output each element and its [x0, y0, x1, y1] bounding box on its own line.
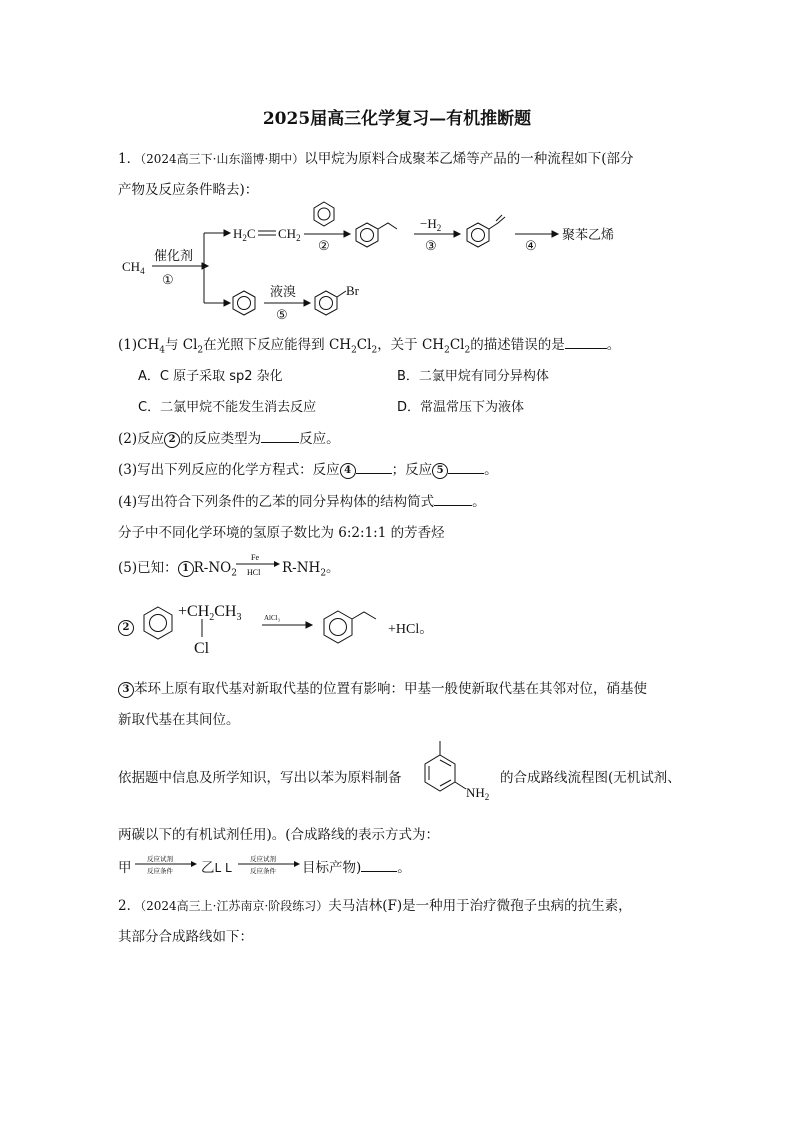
- task-line2: 两碳以下的有机试剂任用)。(合成路线的表示方式为：: [118, 827, 440, 843]
- svg-text:HCl: HCl: [247, 568, 261, 577]
- answer-blank[interactable]: [434, 493, 472, 506]
- svg-text:反应条件: 反应条件: [250, 868, 276, 875]
- catalyst-label: 催化剂: [154, 248, 194, 263]
- svg-text:Cl: Cl: [194, 640, 210, 657]
- known-3: 3 苯环上原有取代基对新取代基的位置有影响：甲基一般使新取代基在其邻对位，硝基使: [118, 677, 647, 698]
- svg-text:反应试剂: 反应试剂: [147, 856, 173, 863]
- route-arrow-2: [236, 852, 302, 876]
- fe-hcl-arrow: [234, 550, 282, 578]
- route-target: 目标产物) 。: [302, 860, 411, 876]
- target-m-toluidine: [418, 737, 498, 803]
- synthesis-scheme: [112, 195, 632, 330]
- svg-text:Fe: Fe: [251, 553, 259, 562]
- route-start: 甲: [118, 860, 132, 876]
- ch4-label: $CH_4$: [122, 259, 145, 276]
- answer-blank[interactable]: [356, 461, 392, 474]
- answer-blank[interactable]: [261, 430, 299, 443]
- option-d: D．常温常压下为液体: [397, 400, 525, 415]
- svg-text:反应试剂: 反应试剂: [250, 856, 276, 863]
- part-4: (4)写出符合下列条件的乙苯的同分异构体的结构简式 。: [118, 494, 486, 510]
- svg-text:+CH2CH3: $+CH_2CH_3$: [178, 603, 242, 623]
- step-5-label: ⑤: [276, 307, 288, 322]
- svg-text:反应条件: 反应条件: [147, 868, 173, 875]
- ethylene-ch2-label: $CH_2$: [278, 226, 301, 243]
- step-4-label: ④: [525, 238, 537, 253]
- part-5-known-1: (5)已知： 1 $R-NO_2$: [118, 560, 237, 579]
- question-1-stem: 1．（2024高三下·山东淄博·期中）以甲烷为原料合成聚苯乙烯等产品的一种流程如下(部分: [118, 151, 634, 167]
- dehydrogenation-label: $-H_2$: [420, 216, 442, 233]
- answer-blank[interactable]: [448, 461, 484, 474]
- part-2: (2)反应 2 的反应类型为 反应。: [118, 431, 340, 447]
- question-2-stem: 2．（2024高三上·江苏南京·阶段练习）夫马洁林(F)是一种用于治疗微孢子虫病的抗生素，: [118, 898, 632, 914]
- friedel-crafts-reaction: [138, 595, 438, 659]
- known-2-marker: 2: [118, 619, 134, 636]
- part-1: $(1)CH_4$与 $Cl_2$在光照下反应能得到 $CH_2Cl_2$，关于 $CH_2Cl_2$的描述错误的是 。: [118, 337, 621, 356]
- task-line1-a: 依据题中信息及所学知识，写出以苯为原料制备: [118, 770, 402, 786]
- answer-blank[interactable]: [361, 859, 397, 872]
- bromine-label: Br: [346, 283, 359, 298]
- svg-text:NH2: $NH_2$: [466, 785, 490, 802]
- route-arrow-1: [133, 852, 199, 876]
- answer-blank[interactable]: [565, 336, 607, 349]
- step-1-label: ①: [162, 272, 174, 287]
- polystyrene-label: 聚苯乙烯: [562, 227, 615, 242]
- part-5-product: $R-NH_2$。: [282, 560, 340, 579]
- part-4-condition: 分子中不同化学环境的氢原子数比为 6:2:1:1 的芳香烃: [118, 525, 445, 541]
- question-2-stem-line2: 其部分合成路线如下：: [118, 929, 253, 945]
- question-1-stem-line2: 产物及反应条件略去)：: [118, 182, 259, 198]
- page-title: 2025届高三化学复习—有机推断题: [262, 109, 532, 129]
- known-3-line2: 新取代基在其间位。: [118, 712, 240, 728]
- route-middle: 乙L L: [201, 860, 232, 876]
- svg-text:+HCl。: +HCl。: [388, 622, 434, 637]
- step-2-label: ②: [318, 238, 330, 253]
- svg-text:AlCl₃: AlCl₃: [264, 614, 281, 622]
- option-b: B．二氯甲烷有同分异构体: [397, 369, 549, 384]
- option-a: A．C 原子采取 sp2 杂化: [138, 369, 283, 384]
- step-3-label: ③: [425, 238, 437, 253]
- task-line1-b: 的合成路线流程图(无机试剂、: [500, 770, 681, 786]
- part-3: (3)写出下列反应的化学方程式：反应 4 ；反应 5 。: [118, 462, 498, 478]
- liquid-bromine-label: 液溴: [270, 284, 297, 299]
- option-c: C．二氯甲烷不能发生消去反应: [138, 400, 317, 415]
- ethylene-label: $H_2C$: [233, 226, 256, 243]
